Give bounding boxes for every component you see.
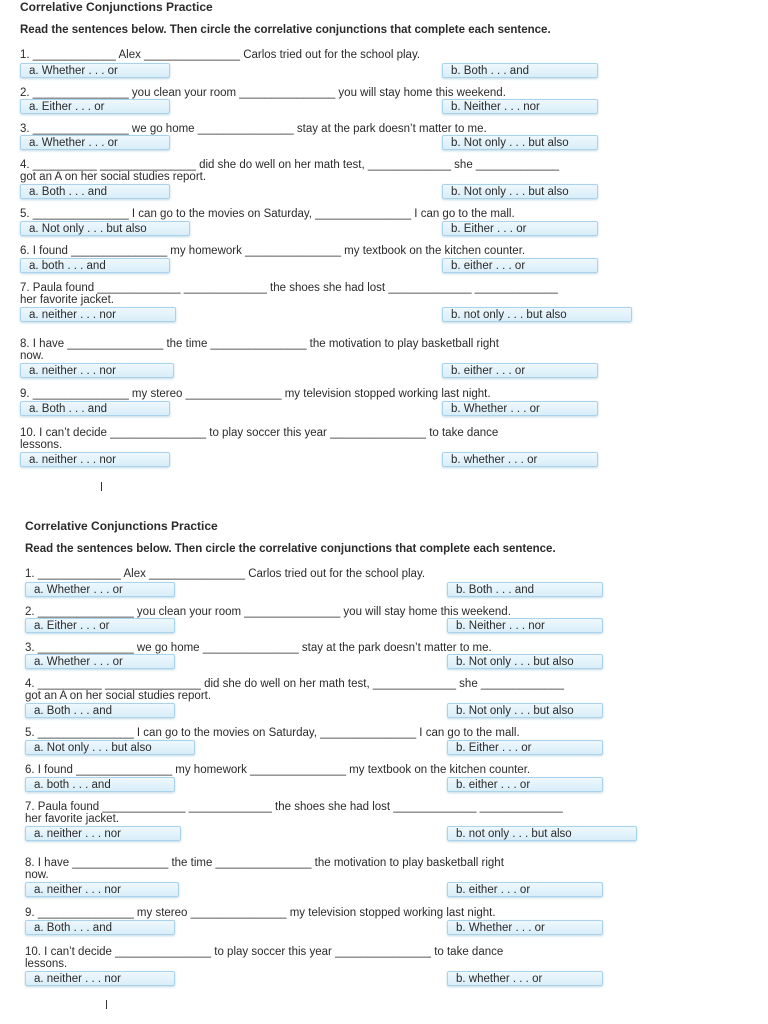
option-b[interactable]: b. Whether . . . or [442, 401, 598, 416]
option-a[interactable]: a. Whether . . . or [25, 582, 175, 597]
question-text: 3. _______________ we go home _______________ stay at the park doesn’t matter to me. [20, 123, 487, 135]
option-b[interactable]: b. Whether . . . or [447, 920, 603, 935]
question-7 [20, 282, 567, 321]
question-4 [20, 159, 569, 198]
question-text: 6. I found _______________ my homework _______________ my textbook on the kitchen counter. [20, 245, 526, 257]
option-b[interactable]: b. Both . . . and [442, 63, 598, 78]
option-b[interactable]: b. whether . . . or [442, 452, 598, 467]
question-text: 10. I can’t decide _______________ to play soccer this year _______________ to take dance lessons. [20, 427, 499, 451]
question-5 [25, 727, 532, 754]
option-b[interactable]: b. either . . . or [442, 258, 598, 273]
option-b[interactable]: b. Not only . . . but also [447, 703, 603, 718]
question-9 [20, 388, 540, 415]
question-2 [25, 606, 545, 632]
option-b[interactable]: b. Neither . . . nor [442, 99, 598, 114]
worksheet-instructions: Read the sentences below. Then circle the correlative conjunctions that complete each sentence. [20, 24, 551, 36]
question-5 [20, 208, 527, 235]
worksheet-copy-2 [0, 512, 768, 1024]
option-a[interactable]: a. neither . . . nor [20, 452, 170, 467]
option-a[interactable]: a. both . . . and [25, 777, 175, 792]
option-b[interactable]: b. Neither . . . nor [447, 618, 603, 633]
worksheet-title: Correlative Conjunctions Practice [25, 519, 218, 533]
question-7 [25, 801, 572, 840]
question-3 [20, 123, 569, 149]
option-b[interactable]: b. either . . . or [447, 882, 603, 897]
option-b[interactable]: b. Either . . . or [442, 221, 598, 236]
question-1 [25, 568, 534, 596]
option-b[interactable]: b. Not only . . . but also [442, 135, 598, 150]
option-a[interactable]: a. Both . . . and [25, 703, 175, 718]
text-cursor [101, 482, 102, 491]
option-b[interactable]: b. whether . . . or [447, 971, 603, 986]
option-a[interactable]: a. Both . . . and [20, 184, 170, 199]
question-text: 8. I have _______________ the time _______________ the motivation to play basketball right now. [20, 338, 499, 362]
option-a[interactable]: a. Not only . . . but also [20, 221, 190, 236]
question-2 [20, 87, 540, 113]
worksheet-body [25, 519, 725, 985]
option-b[interactable]: b. Not only . . . but also [442, 184, 598, 199]
question-text: 4. __________ _______________ did she do well on her math test, _____________ she _____________ got an A on her social studies report. [25, 678, 565, 702]
question-3 [25, 642, 574, 668]
option-a[interactable]: a. Whether . . . or [20, 135, 170, 150]
question-text: 1. _____________ Alex _______________ Carlos tried out for the school play. [25, 568, 426, 580]
option-a[interactable]: a. Whether . . . or [20, 63, 170, 78]
option-b[interactable]: b. Both . . . and [447, 582, 603, 597]
question-text: 10. I can’t decide _______________ to play soccer this year _______________ to take dance lessons. [25, 946, 504, 970]
option-a[interactable]: a. Not only . . . but also [25, 740, 195, 755]
question-8 [25, 857, 531, 896]
option-a[interactable]: a. Whether . . . or [25, 654, 175, 669]
option-a[interactable]: a. both . . . and [20, 258, 170, 273]
question-10 [25, 946, 543, 985]
option-a[interactable]: a. Both . . . and [20, 401, 170, 416]
question-10 [20, 427, 538, 466]
option-b[interactable]: b. either . . . or [447, 777, 603, 792]
option-b[interactable]: b. not only . . . but also [442, 307, 632, 322]
question-6 [25, 764, 531, 791]
question-6 [20, 245, 526, 272]
question-4 [25, 678, 574, 717]
question-9 [25, 907, 545, 934]
question-text: 5. _______________ I can go to the movies on Saturday, _______________ I can go to the mall. [25, 727, 520, 739]
question-text: 2. _______________ you clean your room _______________ you will stay home this weekend. [20, 87, 506, 99]
question-text: 1. _____________ Alex _______________ Carlos tried out for the school play. [20, 49, 421, 61]
text-cursor [106, 1000, 107, 1009]
option-b[interactable]: b. either . . . or [442, 363, 598, 378]
option-a[interactable]: a. neither . . . nor [20, 363, 174, 378]
option-b[interactable]: b. not only . . . but also [447, 826, 637, 841]
question-text: 7. Paula found _____________ _____________ the shoes she had lost _____________ _____________ her favorite jacket. [20, 282, 558, 306]
option-a[interactable]: a. neither . . . nor [25, 882, 179, 897]
worksheet-title: Correlative Conjunctions Practice [20, 0, 213, 14]
question-text: 4. __________ _______________ did she do well on her math test, _____________ she _____________ got an A on her social studies report. [20, 159, 560, 183]
option-a[interactable]: a. Either . . . or [20, 99, 170, 114]
question-text: 5. _______________ I can go to the movies on Saturday, _______________ I can go to the mall. [20, 208, 515, 220]
question-text: 7. Paula found _____________ _____________ the shoes she had lost _____________ _____________ her favorite jacket. [25, 801, 563, 825]
option-a[interactable]: a. Either . . . or [25, 618, 175, 633]
question-text: 9. _______________ my stereo _______________ my television stopped working last night. [25, 907, 496, 919]
option-b[interactable]: b. Not only . . . but also [447, 654, 603, 669]
option-a[interactable]: a. neither . . . nor [25, 826, 181, 841]
option-a[interactable]: a. neither . . . nor [20, 307, 176, 322]
question-text: 9. _______________ my stereo _______________ my television stopped working last night. [20, 388, 491, 400]
question-8 [20, 338, 526, 377]
option-b[interactable]: b. Either . . . or [447, 740, 603, 755]
option-a[interactable]: a. Both . . . and [25, 920, 175, 935]
worksheet-instructions: Read the sentences below. Then circle the correlative conjunctions that complete each sentence. [25, 543, 556, 555]
worksheet-body [20, 0, 720, 466]
question-text: 8. I have _______________ the time _______________ the motivation to play basketball right now. [25, 857, 504, 881]
question-1 [20, 49, 529, 77]
option-a[interactable]: a. neither . . . nor [25, 971, 175, 986]
question-text: 6. I found _______________ my homework _______________ my textbook on the kitchen counter. [25, 764, 531, 776]
question-text: 3. _______________ we go home _______________ stay at the park doesn’t matter to me. [25, 642, 492, 654]
question-text: 2. _______________ you clean your room _______________ you will stay home this weekend. [25, 606, 511, 618]
